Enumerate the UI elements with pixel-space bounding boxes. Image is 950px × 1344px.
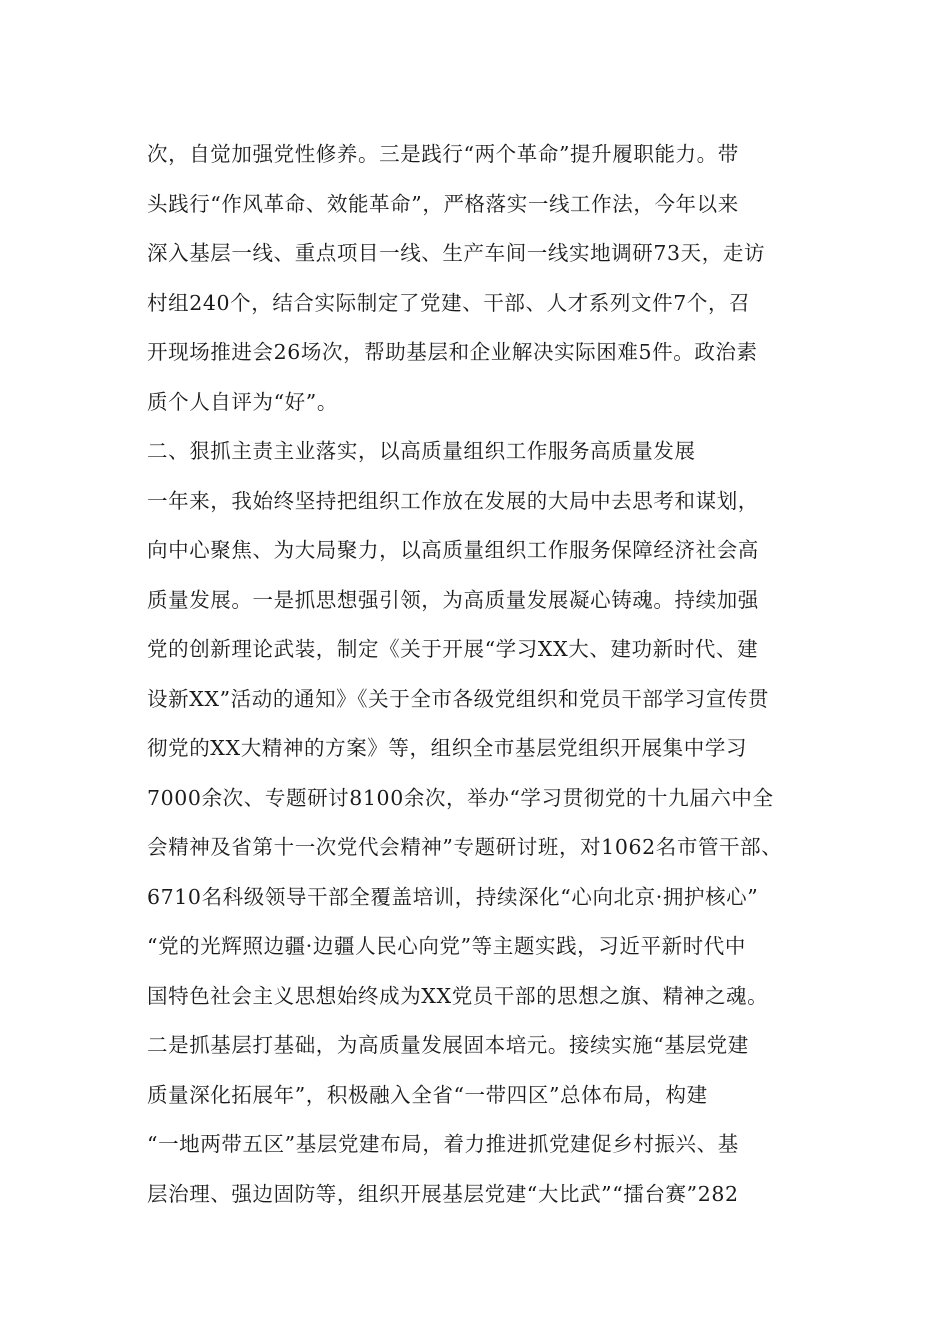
text-line: 质量深化拓展年”，积极融入全省“一带四区”总体布局，构建	[147, 1082, 708, 1107]
text-line: 深入基层一线、重点项目一线、生产车间一线实地调研73天，走访	[147, 241, 766, 265]
text-line: 6710名科级领导干部全覆盖培训，持续深化“心向北京·拥护核心”	[147, 884, 759, 909]
section-heading: 二、狠抓主责主业落实，以高质量组织工作服务高质量发展	[147, 439, 696, 463]
text-line: 国特色社会主义思想始终成为XX党员干部的思想之旗、精神之魂。	[147, 983, 769, 1008]
text-line: 层治理、强边固防等，组织开展基层党建“大比武”“擂台赛”282	[147, 1181, 739, 1206]
text-line: 7000余次、专题研讨8100余次，举办“学习贯彻党的十九届六中全	[147, 785, 774, 810]
text-line: “一地两带五区”基层党建布局，着力推进抓党建促乡村振兴、基	[147, 1132, 739, 1156]
text-line: 头践行“作风革命、效能革命”，严格落实一线工作法，今年以来	[147, 191, 739, 216]
text-line: “党的光辉照边疆·边疆人民心向党”等主题实践，习近平新时代中	[147, 934, 746, 958]
text-line: 一年来，我始终坚持把组织工作放在发展的大局中去思考和谋划，	[147, 488, 759, 513]
text-line: 村组240个，结合实际制定了党建、干部、人才系列文件7个，召	[147, 290, 751, 315]
text-line: 会精神及省第十一次党代会精神”专题研讨班，对1062名市管干部、	[147, 835, 783, 859]
text-line: 向中心聚焦、为大局聚力，以高质量组织工作服务保障经济社会高	[147, 538, 759, 562]
text-line: 质量发展。一是抓思想强引领，为高质量发展凝心铸魂。持续加强	[147, 587, 759, 612]
text-line: 次，自觉加强党性修养。三是践行“两个革命”提升履职能力。带	[147, 142, 739, 166]
text-line: 二是抓基层打基础，为高质量发展固本培元。接续实施“基层党建	[147, 1033, 749, 1057]
text-line: 党的创新理论武装，制定《关于开展“学习XX大、建功新时代、建	[147, 637, 759, 661]
text-line: 开现场推进会26场次，帮助基层和企业解决实际困难5件。政治素	[147, 340, 758, 364]
text-line: 彻党的XX大精神的方案》等，组织全市基层党组织开展集中学习	[147, 736, 748, 760]
text-line: 质个人自评为“好”。	[147, 389, 338, 414]
body-text	[147, 130, 827, 1219]
text-line: 设新XX”活动的通知》《关于全市各级党组织和党员干部学习宣传贯	[147, 686, 770, 711]
